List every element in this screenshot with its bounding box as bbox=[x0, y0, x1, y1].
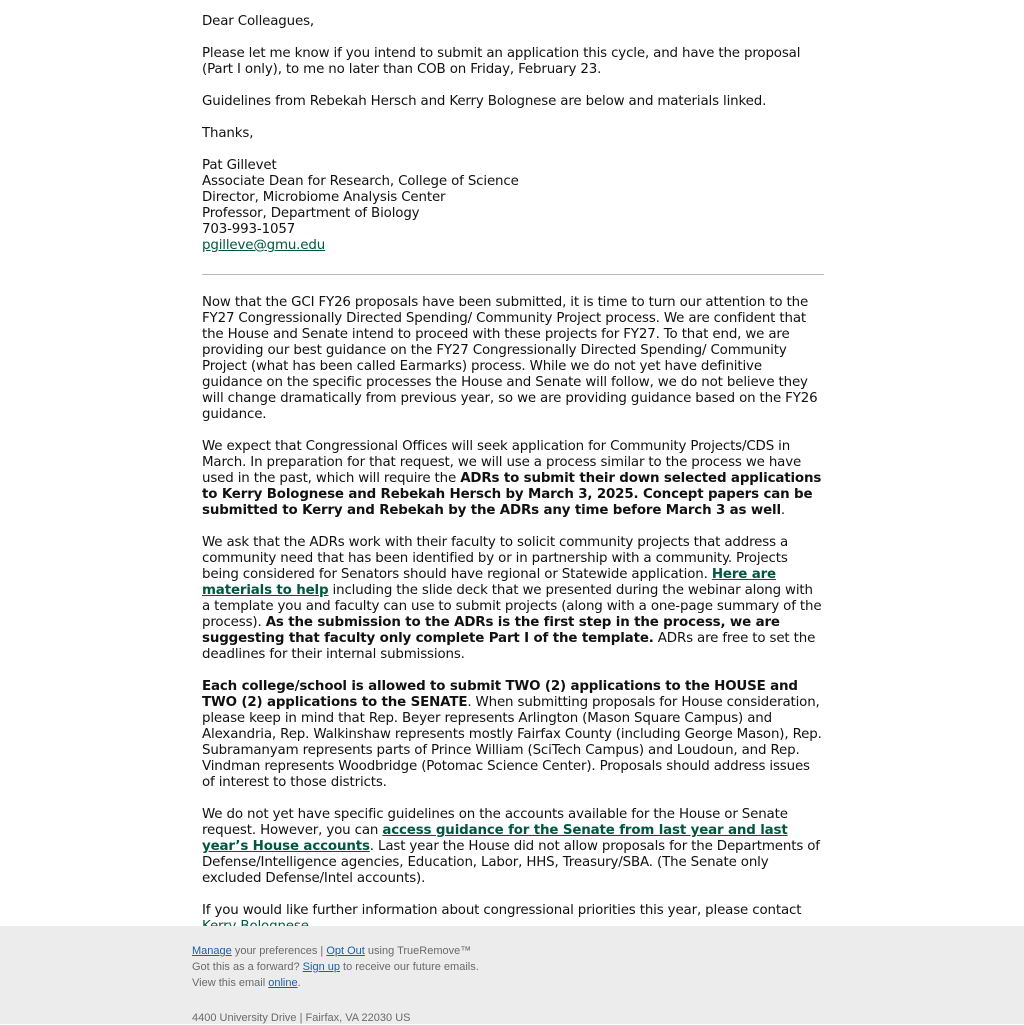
email-body bbox=[202, 14, 824, 956]
view-end: . bbox=[297, 977, 301, 989]
guidance-paragraph-5 bbox=[202, 807, 824, 887]
p3-end: ADRs are free to set the deadlines for their internal submissions. bbox=[202, 631, 816, 662]
guidance-paragraph-2 bbox=[202, 439, 824, 519]
forward-text: Got this as a forward? bbox=[192, 961, 303, 973]
sign-up-link[interactable]: Sign up bbox=[302, 961, 340, 973]
optout-text: using TrueRemove™ bbox=[364, 945, 472, 957]
signature-title-1: Associate Dean for Research, College of Science bbox=[202, 174, 519, 189]
submission-request: Please let me know if you intend to submit an application this cycle, and have the proposal (Part I only), to me no later than COB on Friday, February 23. bbox=[202, 46, 801, 77]
p3-mid: including the slide deck that we presented during the webinar along with a template you and faculty can use to submit projects (along with a one-page summary of the process). bbox=[202, 583, 822, 630]
divider-top bbox=[202, 274, 824, 275]
signature-name: Pat Gillevet bbox=[202, 158, 277, 173]
p5-text: We do not yet have specific guidelines on the accounts available for the House or Senate request. However, you can bbox=[202, 807, 788, 838]
signup-text: to receive our future emails. bbox=[339, 961, 479, 973]
view-text: View this email bbox=[192, 977, 269, 989]
p3-text: We ask that the ADRs work with their faculty to solicit community projects that address a community need that has been identified by or in partnership with a community. Projects being considered for Senators should have regional or Statewide application. bbox=[202, 535, 789, 582]
email-footer bbox=[0, 926, 1024, 1024]
signature-block bbox=[202, 158, 824, 254]
manage-text: your preferences | bbox=[231, 945, 327, 957]
materials-link[interactable]: Here are materials to help bbox=[202, 567, 776, 598]
guidelines-note: Guidelines from Rebekah Hersch and Kerry Bolognese are below and materials linked. bbox=[202, 94, 767, 109]
p2-text: We expect that Congressional Offices will seek application for Community Projects/CDS in March. In preparation for that request, we will use a process similar to the process we have used in the past, which will require the bbox=[202, 439, 802, 486]
greeting: Dear Colleagues, bbox=[202, 14, 315, 29]
view-online-link[interactable]: online bbox=[268, 977, 298, 989]
footer-forward-line bbox=[192, 959, 479, 975]
signature-title-2: Director, Microbiome Analysis Center bbox=[202, 190, 446, 205]
signature-phone: 703-993-1057 bbox=[202, 222, 296, 237]
p5-end: . Last year the House did not allow proposals for the Departments of Defense/Intelligence agencies, Education, Labor, HHS, Treasury/SBA. (The Senate only excluded Defense/Intel accounts). bbox=[202, 839, 820, 886]
thanks: Thanks, bbox=[202, 126, 254, 141]
p2-deadline-bold: ADRs to submit their down selected applications to Kerry Bolognese and Rebekah Hersch by March 3, 2025. Concept papers can be submitted to Kerry and Rebekah by the ADRs any time before March 3 as well bbox=[202, 471, 822, 518]
p2-end: . bbox=[780, 503, 786, 518]
guidance-paragraph-4 bbox=[202, 679, 824, 791]
footer-links bbox=[192, 943, 479, 991]
signature-email-link[interactable]: pgilleve@gmu.edu bbox=[202, 238, 326, 253]
manage-preferences-link[interactable]: Manage bbox=[192, 945, 232, 957]
guidance-paragraph-3 bbox=[202, 535, 824, 663]
p4-text: . When submitting proposals for House consideration, please keep in mind that Rep. Beyer represents Arlington (Mason Square Campus) and Alexandria, Rep. Walkinshaw represents mostly Fairfax County (including George Mason), Rep. Subramanyam represents parts of Prince William (SciTech Campus) and Loudoun, and Rep. Vindman represents Woodbridge (Potomac Science Center). Proposals should address issues of interest to those districts. bbox=[202, 695, 822, 790]
senate-guidance-link[interactable]: access guidance for the Senate from last year and last year’s House accounts bbox=[202, 823, 788, 854]
p3-part1-bold: As the submission to the ADRs is the first step in the process, we are suggesting that faculty only complete Part I of the template. bbox=[202, 615, 780, 646]
signature-title-3: Professor, Department of Biology bbox=[202, 206, 420, 221]
p6-text: If you would like further information about congressional priorities this year, please contact bbox=[202, 903, 802, 918]
footer-address: 4400 University Drive | Fairfax, VA 22030 US bbox=[192, 1012, 411, 1024]
footer-view-line bbox=[192, 975, 479, 991]
p4-allocation-bold: Each college/school is allowed to submit TWO (2) applications to the HOUSE and TWO (2) applications to the SENATE bbox=[202, 679, 798, 710]
footer-preferences-line bbox=[192, 943, 479, 959]
guidance-paragraph-1: Now that the GCI FY26 proposals have been submitted, it is time to turn our attention to the FY27 Congressionally Directed Spending/ Community Project process. We are confident that the House and Senate intend to proceed with these projects for FY27. To that end, we are providing our best guidance on the FY27 Congressionally Directed Spending/ Community Project (what has been called Earmarks) process. While we do not yet have definitive guidance on the specific processes the House and Senate will follow, we do not believe they will change dramatically from previous year, so we are providing guidance based on the FY26 guidance. bbox=[202, 295, 818, 422]
opt-out-link[interactable]: Opt Out bbox=[326, 945, 365, 957]
